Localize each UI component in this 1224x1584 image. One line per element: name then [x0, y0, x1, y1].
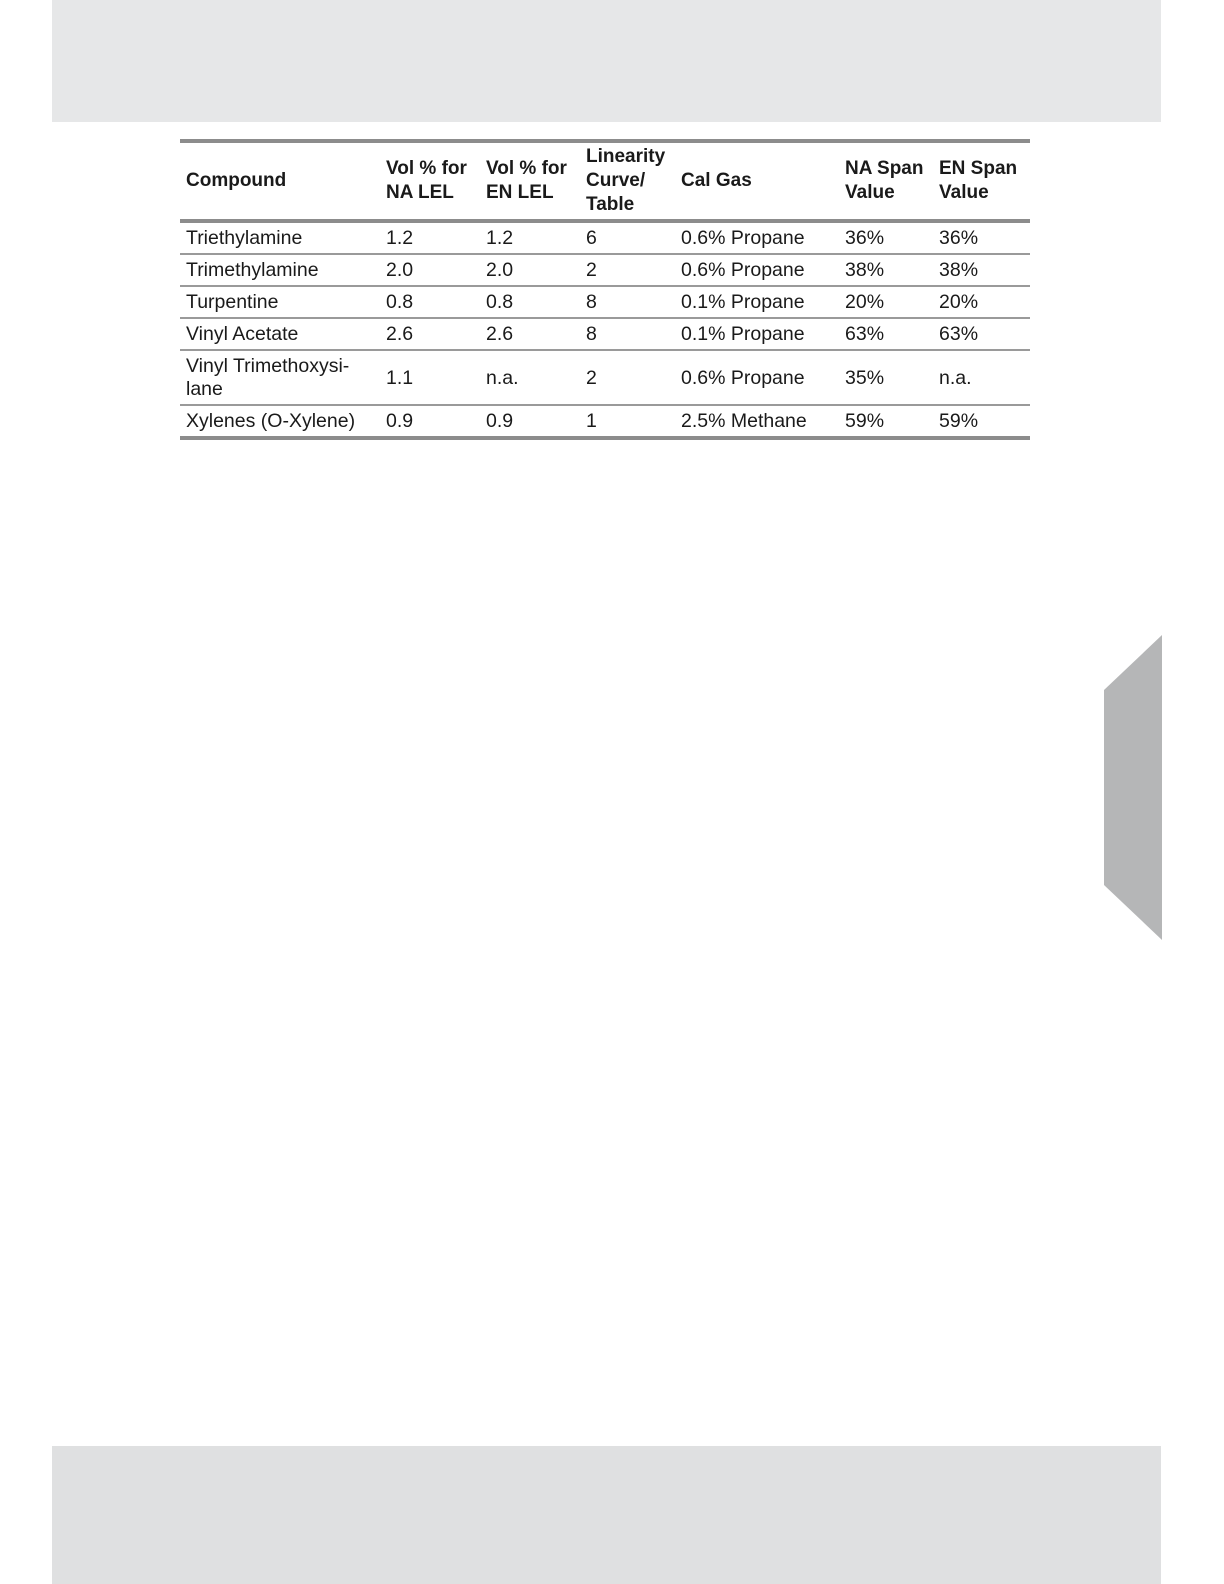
- cell-linearity: 2: [580, 254, 675, 286]
- cell-compound: Xylenes (O-Xylene): [186, 410, 356, 432]
- cell-na-span: 20%: [839, 286, 933, 318]
- table-row: [180, 254, 1030, 286]
- cell-vol-na-lel: 1.2: [380, 221, 480, 254]
- cell-compound: Triethylamine: [180, 221, 380, 254]
- cell-vol-na-lel: 1.1: [380, 350, 480, 405]
- cell-cal-gas: 0.6% Propane: [675, 221, 839, 254]
- table-row: [180, 350, 1030, 405]
- compound-table-container: [180, 139, 1030, 440]
- cell-compound: Vinyl Acetate: [180, 318, 380, 350]
- table-row: [180, 286, 1030, 318]
- cell-vol-en-lel: n.a.: [480, 350, 580, 405]
- cell-vol-en-lel: 2.6: [480, 318, 580, 350]
- cell-linearity: 8: [580, 286, 675, 318]
- cell-cal-gas: 0.1% Propane: [675, 318, 839, 350]
- cell-linearity: 1: [586, 410, 597, 432]
- cell-na-span: 36%: [839, 221, 933, 254]
- cell-linearity: 6: [580, 221, 675, 254]
- cell-na-span: 63%: [839, 318, 933, 350]
- cell-cal-gas: 0.1% Propane: [675, 286, 839, 318]
- cell-compound: Turpentine: [180, 286, 380, 318]
- header-compound: Compound: [180, 141, 380, 221]
- cell-en-span: 20%: [933, 286, 1030, 318]
- cell-vol-en-lel: 2.0: [480, 254, 580, 286]
- cell-compound: Vinyl Trimethoxysi-lane: [180, 350, 380, 405]
- cell-vol-na-lel: 0.8: [380, 286, 480, 318]
- cell-cal-gas: 2.5% Methane: [681, 410, 807, 432]
- header-vol-na-lel: Vol % for NA LEL: [380, 141, 480, 221]
- header-vol-en-lel: Vol % for EN LEL: [480, 141, 580, 221]
- cell-cal-gas: 0.6% Propane: [675, 254, 839, 286]
- cell-vol-na-lel: 2.0: [380, 254, 480, 286]
- header-en-span-value: EN Span Value: [933, 141, 1030, 221]
- cell-en-span: 38%: [933, 254, 1030, 286]
- cell-vol-en-lel: 0.9: [486, 410, 514, 432]
- page-header-band: [52, 0, 1161, 122]
- table-row: [180, 318, 1030, 350]
- cell-vol-en-lel: 0.8: [480, 286, 580, 318]
- table-header-row: [180, 141, 1030, 221]
- page-footer-band: [52, 1446, 1161, 1584]
- cell-na-span: 59%: [845, 410, 885, 432]
- header-cal-gas: Cal Gas: [675, 141, 839, 221]
- cell-vol-na-lel: 2.6: [380, 318, 480, 350]
- cell-compound: Trimethylamine: [180, 254, 380, 286]
- cell-cal-gas: 0.6% Propane: [675, 350, 839, 405]
- cell-en-span: n.a.: [933, 350, 1030, 405]
- cell-vol-en-lel: 1.2: [480, 221, 580, 254]
- cell-en-span: 59%: [939, 410, 979, 432]
- cell-vol-na-lel: 0.9: [386, 410, 414, 432]
- cell-linearity: 8: [580, 318, 675, 350]
- header-na-span-value: NA Span Value: [839, 141, 933, 221]
- cell-na-span: 38%: [839, 254, 933, 286]
- cell-na-span: 35%: [839, 350, 933, 405]
- table-row: [180, 221, 1030, 254]
- table-row: [180, 405, 1030, 438]
- chapter-side-tab: [1104, 635, 1162, 940]
- cell-en-span: 36%: [933, 221, 1030, 254]
- compound-table: [180, 139, 1030, 440]
- cell-en-span: 63%: [933, 318, 1030, 350]
- cell-linearity: 2: [580, 350, 675, 405]
- header-linearity-curve: Linearity Curve/ Table: [580, 141, 675, 221]
